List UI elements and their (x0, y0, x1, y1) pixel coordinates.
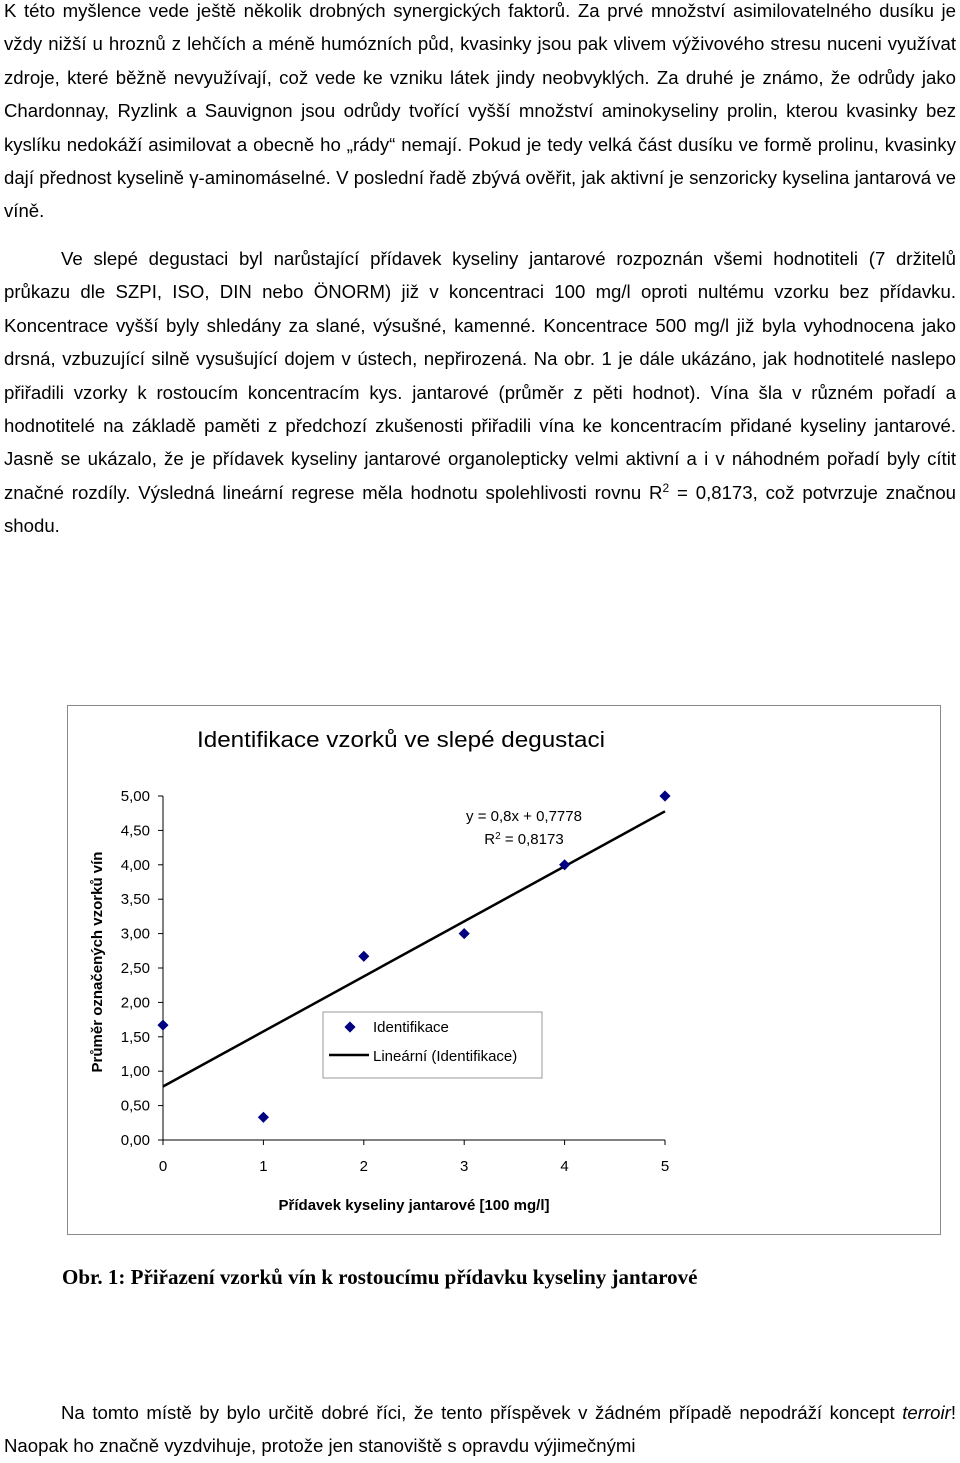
data-point (258, 1112, 268, 1122)
data-point (359, 951, 369, 961)
figure-caption: Obr. 1: Přiřazení vzorků vín k rostoucímu přídavku kyseliny jantarové (62, 1265, 698, 1289)
r-squared-label: $R^2 = 0,8173$ (484, 830, 564, 848)
x-tick-label: 3 (460, 1158, 469, 1175)
terroir-term: terroir (902, 1402, 951, 1423)
y-tick-label: 3,50 (120, 891, 150, 909)
legend-label-identifikace: Identifikace (373, 1019, 449, 1036)
y-tick-label: 0,50 (120, 1097, 150, 1115)
r-squared-exponent: 2 (662, 480, 670, 495)
y-tick-label: 1,50 (120, 1028, 150, 1046)
y-tick-label: 1,00 (120, 1063, 150, 1081)
y-tick-label: 4,50 (120, 822, 150, 840)
legend-label-trend: Lineární (Identifikace) (373, 1048, 518, 1065)
chart-frame (67, 705, 941, 1235)
paragraph-2-text: Ve slepé degustaci byl narůstající přídavek kyseliny jantarové rozpoznán všemi hodnotiteli (7 držitelů průkazu dle SZPI, ISO, DIN nebo ÖNORM) již v koncentraci 100 mg/l oproti nultému vzorku bez přídavku. Koncentrace vyšší byly shledány za slané, výsušné, kamenné. Koncentrace 500 mg/l již byla vyhodnocena jako drsná, vzbuzující silně vysušující dojem v ústech, nepřirozená. Na obr. 1 je dále ukázáno, jak hodnotitelé naslepo přiřadili vzorky k rostoucím koncentracím kys. jantarové (průměr z pěti hodnot). Vína šla v různém pořadí a hodnotitelé na základě paměti z předchozí zkušenosti přiřadili vína ke koncentracím přidané kyseliny jantarové. Jasně se ukázalo, že je přídavek kyseliny jantarové organolepticky velmi aktivní a i v náhodném pořadí byly cítit značné rozdíly. Výsledná lineární regrese měla hodnotu spolehlivosti rovnu R (4, 248, 956, 503)
y-tick-label: 3,00 (120, 925, 150, 943)
paragraph-2 (4, 242, 956, 543)
trend-equation: y = 0,8x + 0,7778 (466, 808, 582, 825)
data-point (459, 929, 469, 939)
x-tick-label: 4 (560, 1158, 569, 1175)
x-tick-label: 0 (158, 1158, 168, 1175)
x-tick-label: 2 (359, 1158, 368, 1175)
scatter-chart (68, 706, 940, 1234)
x-tick-label: 1 (259, 1158, 268, 1175)
data-point (660, 791, 670, 801)
y-axis-label: Průměr označených vzorků vín (89, 851, 106, 1073)
paragraph-1: K této myšlence vede ještě několik drobných synergických faktorů. Za prvé množství asimilovatelného dusíku je vždy nižší u hroznů z lehčích a méně humózních půd, kvasinky jsou pak vlivem výživového stresu nuceni využívat zdroje, které běžně nevyužívají, což vede ke vzniku látek jindy neobvyklých. Za druhé je známo, že odrůdy jako Chardonnay, Ryzlink a Sauvignon jsou odrůdy tvořící vyšší množství aminokyseliny prolin, kterou kvasinky bez kyslíku nedokáží asimilovat a obecně ho „rády“ nemají. Pokud je tedy velká část dusíku ve formě prolinu, kvasinky dají přednost kyselině γ-aminomáselné. V poslední řadě zbývá ověřit, jak aktivní je senzoricky kyselina jantarová ve víně. (4, 0, 956, 222)
y-tick-label: 2,00 (120, 994, 150, 1012)
y-tick-label: 2,50 (120, 960, 150, 977)
paragraph-3-text: Na tomto místě by bylo určitě dobré říci, že tento příspěvek v žádném případě nepodráží koncept (61, 1402, 903, 1423)
y-tick-label: 5,00 (120, 788, 150, 805)
data-point (158, 1020, 168, 1030)
y-tick-label: 4,00 (120, 856, 150, 874)
x-axis-label: Přídavek kyseliny jantarové [100 mg/l] (278, 1197, 550, 1214)
x-tick-label: 5 (660, 1158, 670, 1175)
paragraph-3 (4, 1396, 956, 1463)
paragraph-2-text-end: = 0,8173, což potvrzuje značnou shodu. (4, 481, 957, 537)
chart-title: Identifikace vzorků ve slepé degustaci (197, 727, 605, 752)
y-tick-label: 0,00 (120, 1132, 150, 1149)
paragraph-3-text-end: ! Naopak ho značně vyzdvihuje, protože jen stanoviště s opravdu výjimečnými (4, 1402, 956, 1457)
